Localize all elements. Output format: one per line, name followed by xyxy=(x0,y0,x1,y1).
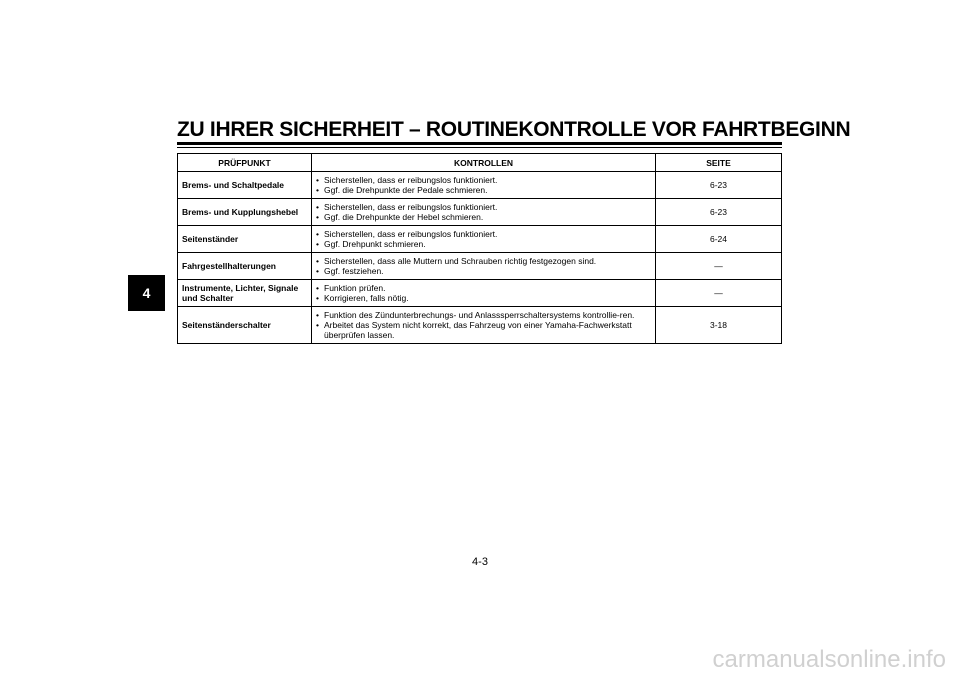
row-checks xyxy=(312,253,656,280)
row-item: Fahrgestellhalterungen xyxy=(178,253,312,280)
title-rule-thick xyxy=(177,142,782,145)
row-page: — xyxy=(656,280,782,307)
table-row xyxy=(178,199,782,226)
check-bullet: • Funktion des Zündunterbrechungs- und Anlasssperrschaltersystems kontrollie-ren. xyxy=(316,310,651,320)
check-bullet: • Sicherstellen, dass er reibungslos funktioniert. xyxy=(316,202,651,212)
row-item: Instrumente, Lichter, Signale und Schalter xyxy=(178,280,312,307)
row-checks xyxy=(312,199,656,226)
chapter-tab: 4 xyxy=(128,275,165,311)
row-checks xyxy=(312,172,656,199)
table-row xyxy=(178,253,782,280)
check-bullet: • Ggf. festziehen. xyxy=(316,266,651,276)
check-bullet: • Ggf. Drehpunkt schmieren. xyxy=(316,239,651,249)
title-rule-thin xyxy=(177,147,782,148)
check-bullet: • Arbeitet das System nicht korrekt, das Fahrzeug von einer Yamaha-Fachwerkstatt überprüfen lassen. xyxy=(316,320,651,340)
table-row xyxy=(178,172,782,199)
table-row xyxy=(178,280,782,307)
page-number: 4-3 xyxy=(472,556,488,568)
table-row xyxy=(178,226,782,253)
check-bullet: • Korrigieren, falls nötig. xyxy=(316,293,651,303)
page-title: ZU IHRER SICHERHEIT – ROUTINEKONTROLLE VOR FAHRTBEGINN xyxy=(177,118,851,141)
table-row xyxy=(178,307,782,344)
check-bullet: • Sicherstellen, dass er reibungslos funktioniert. xyxy=(316,175,651,185)
watermark: carmanualsonline.info xyxy=(712,646,946,673)
row-checks xyxy=(312,226,656,253)
row-item: Seitenständerschalter xyxy=(178,307,312,344)
row-item: Brems- und Schaltpedale xyxy=(178,172,312,199)
row-item: Seitenständer xyxy=(178,226,312,253)
check-bullet: • Sicherstellen, dass er reibungslos funktioniert. xyxy=(316,229,651,239)
row-page: 6-23 xyxy=(656,199,782,226)
row-checks xyxy=(312,307,656,344)
column-header-checks: KONTROLLEN xyxy=(312,154,656,172)
column-header-page: SEITE xyxy=(656,154,782,172)
check-bullet: • Sicherstellen, dass alle Muttern und Schrauben richtig festgezogen sind. xyxy=(316,256,651,266)
row-page: 6-24 xyxy=(656,226,782,253)
column-header-item: PRÜFPUNKT xyxy=(178,154,312,172)
check-bullet: • Ggf. die Drehpunkte der Pedale schmieren. xyxy=(316,185,651,195)
check-bullet: • Ggf. die Drehpunkte der Hebel schmieren. xyxy=(316,212,651,222)
row-checks xyxy=(312,280,656,307)
row-item: Brems- und Kupplungshebel xyxy=(178,199,312,226)
table-header-row xyxy=(178,154,782,172)
row-page: 6-23 xyxy=(656,172,782,199)
check-bullet: • Funktion prüfen. xyxy=(316,283,651,293)
row-page: — xyxy=(656,253,782,280)
checklist-table xyxy=(177,153,782,344)
row-page: 3-18 xyxy=(656,307,782,344)
